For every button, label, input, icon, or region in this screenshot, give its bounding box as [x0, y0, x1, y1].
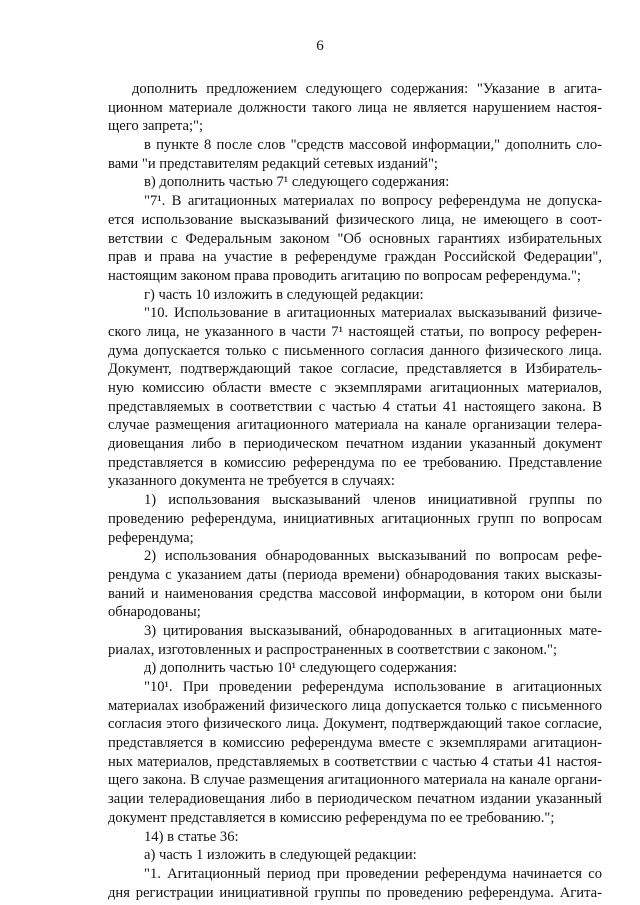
- text-line: ную комиссию области вместе с экземплярами агитационных материалов,: [108, 380, 602, 396]
- text-line: документ представляется в комиссию референдума по ее требованию.";: [108, 809, 555, 826]
- text-line: обнародованы;: [108, 604, 201, 621]
- text-line: "10. Использование в агитационных материалах высказываний физиче-: [144, 305, 602, 322]
- text-line: ского лица, не указанного в части 7¹ настоящей статьи, по вопросу референ-: [108, 323, 602, 340]
- text-line: Документ, подтверждающий такое согласие, представляется в Избиратель-: [108, 361, 602, 378]
- text-line: ных материалов, представляемых в соответствии с частью 4 статьи 41 настоя-: [108, 753, 602, 770]
- text-line: 2) использования обнародованных высказываний по вопросам рефе-: [144, 548, 602, 565]
- text-line: "7¹. В агитационных материалах по вопросу референдума не допуска-: [144, 193, 602, 210]
- text-line: референдума;: [108, 529, 194, 546]
- text-line: ется использование высказываний физического лица, не имеющего в соот-: [108, 211, 602, 228]
- text-line: диовещания либо в периодическом печатном издании указанный документ: [108, 436, 602, 453]
- text-line: а) часть 1 изложить в следующей редакции:: [144, 847, 417, 864]
- text-line: ционном материале должности такого лица не является нарушением настоя-: [108, 99, 602, 116]
- text-line: в) дополнить частью 7¹ следующего содержания:: [144, 174, 450, 191]
- text-line: в пункте 8 после слов "средств массовой информации," дополнить сло-: [144, 137, 602, 154]
- text-line: ваний и наименования средства массовой информации, в котором они были: [108, 585, 602, 602]
- text-line: д) дополнить частью 10¹ следующего содержания:: [144, 660, 458, 677]
- text-line: щего запрета;";: [108, 118, 204, 135]
- text-line: г) часть 10 изложить в следующей редакции:: [144, 286, 424, 303]
- text-line: зации телерадиовещания либо в периодическом печатном издании указанный: [108, 791, 602, 808]
- text-line: проведению референдума, инициативных агитационных групп по вопросам: [108, 510, 602, 527]
- text-line: представляемых в соответствии с частью 4 статьи 41 настоящего закона. В: [108, 398, 602, 415]
- text-line: дума допускается только с письменного согласия данного физического лица.: [108, 342, 602, 359]
- text-line: риалах, изготовленных и распространенных в соответствии с законом.";: [108, 641, 558, 658]
- text-line: случае размещения агитационного материала на канале организации телера-: [108, 417, 602, 434]
- text-line: ветствии с Федеральным законом "Об основных гарантиях избирательных: [108, 230, 602, 247]
- text-line: материалах изображений физического лица допускается только с письменного: [108, 697, 602, 714]
- text-line: представляется в комиссию референдума по ее требованию. Представление: [108, 454, 602, 471]
- text-line: указанного документа не требуется в случаях:: [108, 473, 395, 490]
- text-line: дня регистрации инициативной группы по проведению референдума. Агита-: [108, 884, 602, 901]
- text-line: 14) в статье 36:: [144, 828, 239, 845]
- document-body: [108, 80, 602, 902]
- text-line: 1) использования высказываний членов инициативной группы по: [144, 492, 602, 509]
- text-line: рендума с указанием даты (периода времени) обнародования таких высказы-: [108, 566, 602, 583]
- text-line: настоящим законом права проводить агитацию по вопросам референдума.";: [108, 267, 581, 284]
- text-line: щего закона. В случае размещения агитационного материала на канале органи-: [108, 772, 602, 789]
- text-line: представляется в комиссию референдума вместе с экземплярами агитацион-: [108, 735, 602, 752]
- text-line: вами "и представителям редакций сетевых изданий";: [108, 155, 438, 172]
- text-line: "10¹. При проведении референдума использование в агитационных: [144, 679, 602, 695]
- text-line: "1. Агитационный период при проведении референдума начинается со: [144, 865, 602, 882]
- text-line: 3) цитирования высказываний, обнародованных в агитационных мате-: [144, 622, 602, 639]
- text-line: дополнить предложением следующего содержания: "Указание в агита-: [132, 81, 602, 97]
- page-number: 6: [316, 38, 324, 54]
- text-line: согласия этого физического лица. Документ, подтверждающий такое согласие,: [108, 716, 602, 733]
- text-line: прав и права на участие в референдуме граждан Российской Федерации",: [108, 249, 602, 266]
